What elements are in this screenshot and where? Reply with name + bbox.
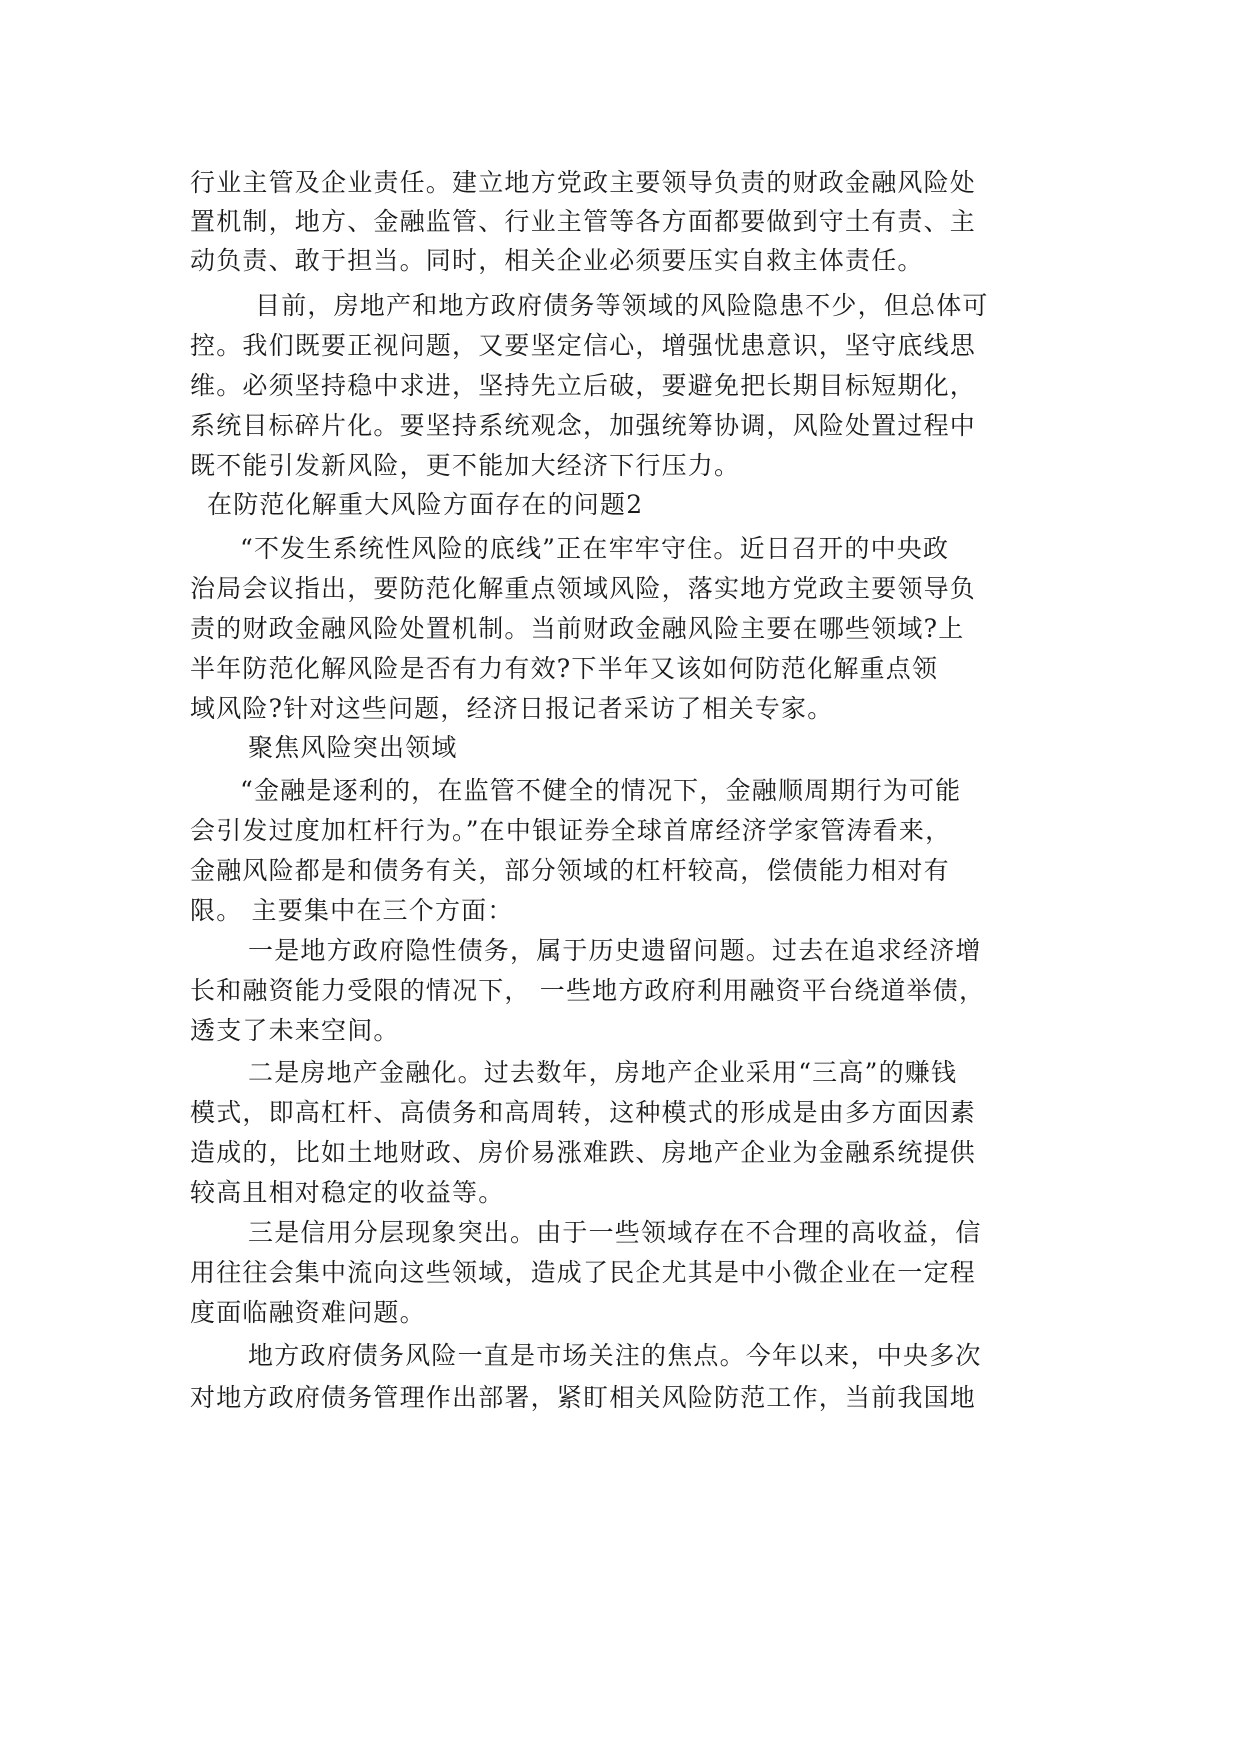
text-line: 较高且相对稳定的收益等。	[190, 1178, 505, 1207]
text-line: 置机制，地方、金融监管、行业主管等各方面都要做到守土有责、主	[190, 207, 977, 236]
section-heading	[207, 485, 643, 525]
text-line: 治局会议指出，要防范化解重点领域风险，落实地方党政主要领导负	[190, 574, 977, 603]
paragraph-guan-tao-quote	[190, 771, 961, 931]
text-line: 造成的，比如土地财政、房价易涨难跌、房地产企业为金融系统提供	[190, 1138, 977, 1167]
text-line: 限。 主要集中在三个方面：	[190, 896, 514, 925]
text-line: 一是地方政府隐性债务，属于历史遗留问题。过去在追求经济增	[248, 936, 982, 965]
paragraph-responsibility	[190, 163, 976, 280]
text-line: 地方政府债务风险一直是市场关注的焦点。今年以来，中央多次	[248, 1341, 982, 1370]
text-line: 控。我们既要正视问题，又要坚定信心，增强忧患意识，坚守底线思	[190, 331, 977, 360]
text-line: 对地方政府债务管理作出部署，紧盯相关风险防范工作，当前我国地	[190, 1383, 977, 1412]
text-line: 既不能引发新风险，更不能加大经济下行压力。	[190, 451, 741, 480]
heading-text: 在防范化解重大风险方面存在的问题2	[207, 490, 644, 519]
paragraph-current-risks	[190, 286, 989, 486]
subheading-focus-areas	[248, 728, 458, 768]
text-line: 责的财政金融风险处置机制。当前财政金融风险主要在哪些领域?上	[190, 614, 965, 643]
paragraph-point-one	[190, 931, 985, 1051]
text-line: 会引发过度加杠杆行为。”在中银证券全球首席经济学家管涛看来，	[190, 816, 952, 845]
text-line: 半年防范化解风险是否有力有效?下半年又该如何防范化解重点领	[190, 654, 939, 683]
paragraph-local-debt	[190, 1335, 982, 1419]
text-line: 度面临融资难问题。	[190, 1298, 426, 1327]
text-line: 用往往会集中流向这些领域，造成了民企尤其是中小微企业在一定程	[190, 1258, 977, 1287]
text-line: 行业主管及企业责任。建立地方党政主要领导负责的财政金融风险处	[190, 168, 977, 197]
text-line: 透支了未来空间。	[190, 1016, 400, 1045]
paragraph-politburo-meeting	[190, 529, 976, 729]
text-line: 域风险?针对这些问题，经济日报记者采访了相关专家。	[190, 694, 834, 723]
text-line: “金融是逐利的，在监管不健全的情况下，金融顺周期行为可能	[240, 776, 962, 805]
text-line: 二是房地产金融化。过去数年，房地产企业采用“三高”的赚钱	[248, 1058, 958, 1087]
paragraph-point-three	[190, 1213, 982, 1333]
text-line: 金融风险都是和债务有关，部分领域的杠杆较高，偿债能力相对有	[190, 856, 950, 885]
text-line: 系统目标碎片化。要坚持系统观念，加强统筹协调，风险处置过程中	[190, 411, 977, 440]
text-line: 动负责、敢于担当。同时，相关企业必须要压实自救主体责任。	[190, 246, 924, 275]
text-line: 模式，即高杠杆、高债务和高周转，这种模式的形成是由多方面因素	[190, 1098, 977, 1127]
text-line: 目前，房地产和地方政府债务等领域的风险隐患不少，但总体可	[255, 291, 989, 320]
text-line: “不发生系统性风险的底线”正在牢牢守住。近日召开的中央政	[240, 534, 950, 563]
paragraph-point-two	[190, 1053, 976, 1213]
heading-text: 聚焦风险突出领域	[248, 733, 458, 762]
text-line: 三是信用分层现象突出。由于一些领域存在不合理的高收益，信	[248, 1218, 982, 1247]
text-line: 维。必须坚持稳中求进，坚持先立后破，要避免把长期目标短期化，	[190, 371, 977, 400]
text-line: 长和融资能力受限的情况下， 一些地方政府利用融资平台绕道举债，	[190, 976, 986, 1005]
